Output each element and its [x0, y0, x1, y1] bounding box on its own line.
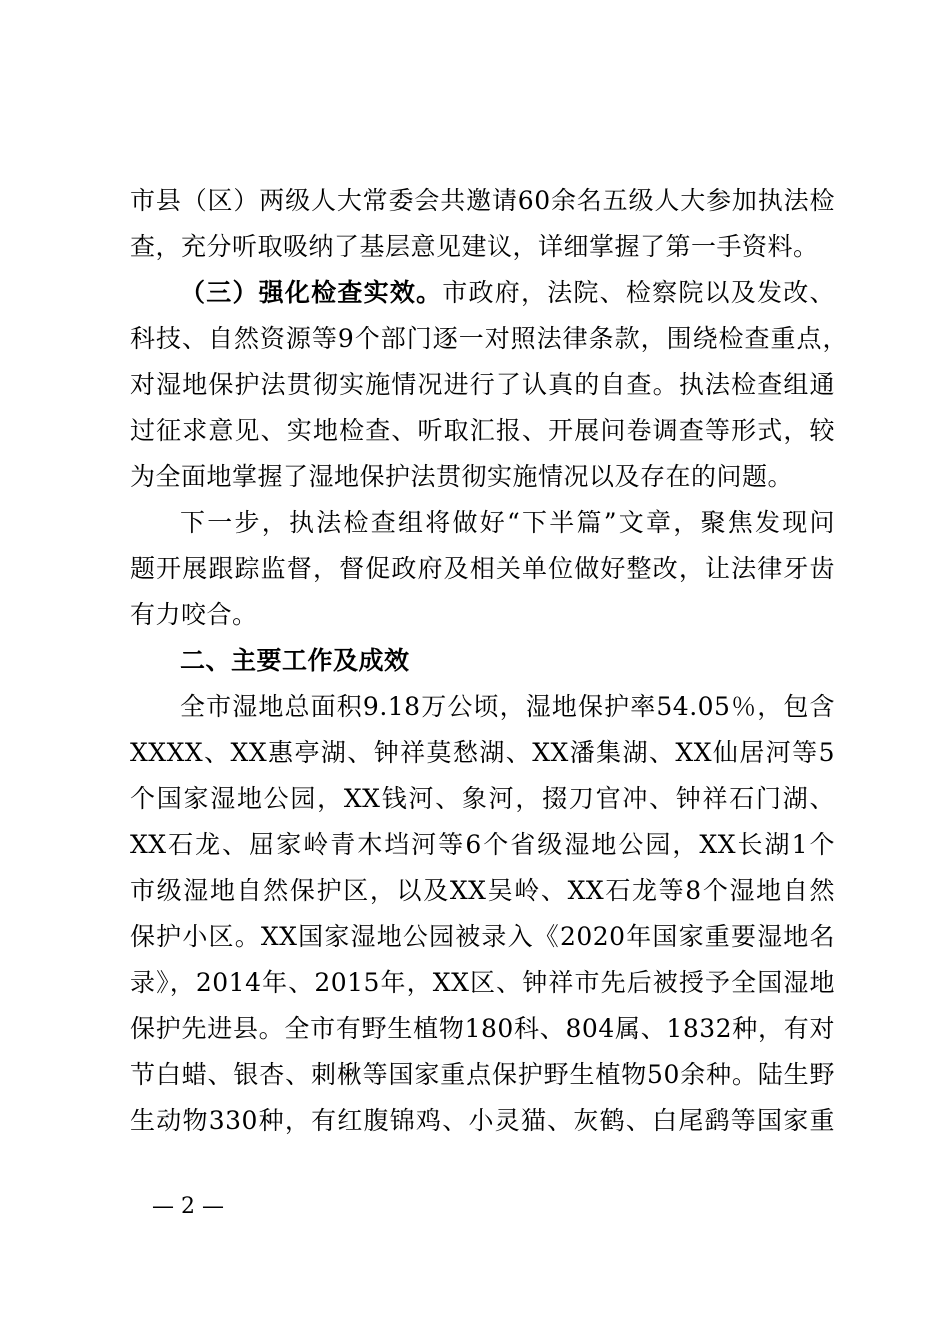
paragraph-line: 对湿地保护法贯彻实施情况进行了认真的自查。执法检查组通	[130, 370, 835, 399]
paragraph-line: 市级湿地自然保护区，以及XX吴岭、XX石龙等8个湿地自然	[130, 876, 835, 905]
page-number: — 2 —	[152, 1194, 224, 1219]
paragraph-line: 录》，2014年、2015年，XX区、钟祥市先后被授予全国湿地	[130, 968, 835, 997]
paragraph-line: 过征求意见、实地检查、听取汇报、开展问卷调查等形式，较	[130, 416, 835, 445]
paragraph-line: 为全面地掌握了湿地保护法贯彻实施情况以及存在的问题。	[130, 462, 794, 491]
paragraph-line: 节白蜡、银杏、刺楸等国家重点保护野生植物50余种。陆生野	[130, 1060, 835, 1089]
paragraph-line: 题开展跟踪监督，督促政府及相关单位做好整改，让法律牙齿	[130, 554, 835, 583]
paragraph-line: 个国家湿地公园，XX钱河、象河，掇刀官冲、钟祥石门湖、	[130, 784, 835, 813]
paragraph-line: XX石龙、屈家岭青木垱河等6个省级湿地公园，XX长湖1个	[130, 830, 835, 859]
subheading-lead: （三）强化检查实效。	[180, 278, 443, 307]
paragraph-line: 生动物330种，有红腹锦鸡、小灵猫、灰鹤、白尾鹞等国家重	[130, 1106, 835, 1135]
paragraph-line: XXXX、XX惠亭湖、钟祥莫愁湖、XX潘集湖、XX仙居河等5	[130, 738, 835, 767]
paragraph-line: 市县（区）两级人大常委会共邀请60余名五级人大参加执法检	[130, 186, 835, 215]
section-heading: 二、主要工作及成效	[180, 646, 410, 675]
paragraph-first-line: 全市湿地总面积9.18万公顷，湿地保护率54.05％，包含	[180, 692, 835, 721]
paragraph-first-line	[180, 270, 835, 316]
paragraph-line: 保护小区。XX国家湿地公园被录入《2020年国家重要湿地名	[130, 922, 835, 951]
paragraph-line: 查，充分听取吸纳了基层意见建议，详细掌握了第一手资料。	[130, 232, 819, 261]
paragraph-text: 市政府，法院、检察院以及发改、	[442, 278, 835, 307]
paragraph-first-line: 下一步，执法检查组将做好“下半篇”文章，聚焦发现问	[180, 508, 835, 537]
paragraph-line: 有力咬合。	[130, 600, 258, 629]
paragraph-line: 科技、自然资源等9个部门逐一对照法律条款，围绕检查重点，	[130, 324, 848, 353]
paragraph-line: 保护先进县。全市有野生植物180科、804属、1832种，有对	[130, 1014, 835, 1043]
